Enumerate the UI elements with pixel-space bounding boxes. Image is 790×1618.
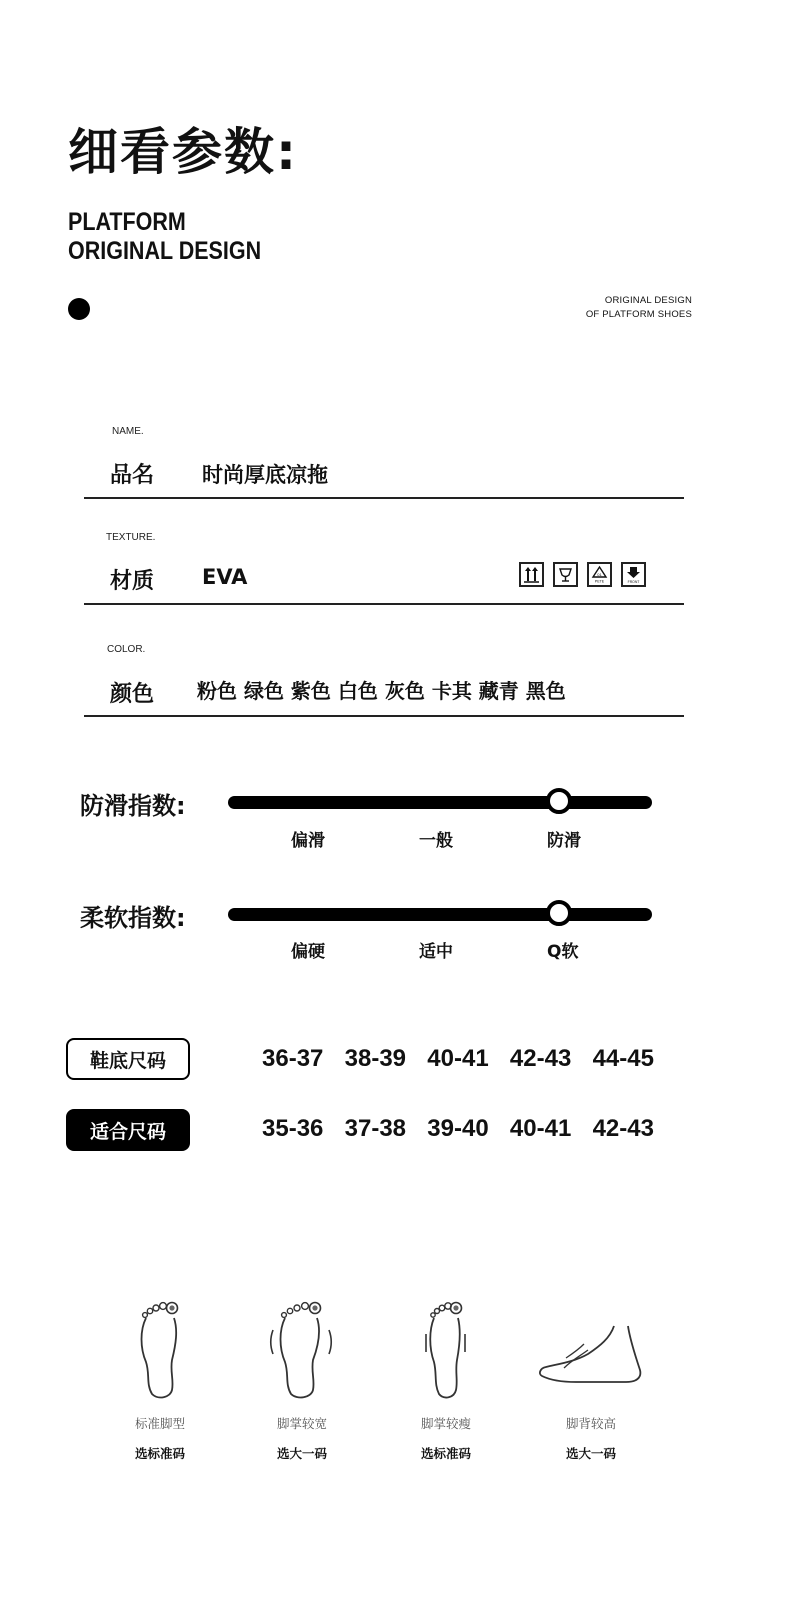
- divider: [84, 715, 684, 717]
- divider: [84, 603, 684, 605]
- fragile-icon: [553, 562, 578, 587]
- foot-guide-narrow: [376, 1296, 516, 1462]
- front-arrow-icon: [621, 562, 646, 587]
- foot-guide-high-instep: [521, 1296, 661, 1462]
- info-name-value: 时尚厚底凉拖: [202, 463, 328, 487]
- anti-slip-title: 防滑指数:: [80, 792, 186, 820]
- info-texture-label: 材质: [110, 569, 155, 594]
- info-name-label: 品名: [110, 463, 155, 488]
- tagline-line-2: OF PLATFORM SHOES: [585, 309, 692, 320]
- info-texture-tag: TEXTURE.: [106, 532, 156, 543]
- fit-size-badge: 适合尺码: [66, 1109, 190, 1151]
- fit-size-value: 39-40: [427, 1115, 489, 1142]
- foot-guide-standard: [90, 1296, 230, 1462]
- info-texture-value: EVA: [202, 565, 248, 589]
- tagline: [586, 294, 692, 322]
- decorative-dot: [68, 298, 90, 320]
- brand-line-2: ORIGINAL DESIGN: [68, 237, 262, 265]
- info-name-tag: NAME.: [112, 426, 144, 437]
- standard-foot-icon: [130, 1296, 190, 1400]
- brand-heading: [68, 208, 261, 266]
- info-color-value: 粉色 绿色 紫色 白色 灰色 卡其 藏青 黑色: [197, 679, 566, 703]
- shoe-size-value: 40-41: [427, 1045, 489, 1072]
- this-way-up-icon: [519, 562, 544, 587]
- pete-text: PETE: [594, 579, 605, 584]
- softness-bar: [228, 908, 652, 921]
- front-text: FRONT: [627, 579, 640, 584]
- softness-label-high: Q软: [547, 942, 579, 962]
- anti-slip-label-high: 防滑: [547, 831, 581, 851]
- foot-advice: 选标准码: [420, 1446, 471, 1461]
- fit-size-row: [262, 1115, 654, 1143]
- recycle-pete-icon: [587, 562, 612, 587]
- fit-size-value: 35-36: [262, 1115, 324, 1142]
- foot-desc: 脚掌较瘦: [420, 1416, 471, 1431]
- narrow-foot-icon: [416, 1296, 476, 1400]
- foot-advice: 选标准码: [134, 1446, 185, 1461]
- anti-slip-label-low: 偏滑: [291, 831, 325, 851]
- softness-title: 柔软指数:: [80, 904, 186, 932]
- info-texture-block: [84, 526, 684, 608]
- shoe-size-value: 38-39: [344, 1045, 407, 1072]
- fit-size-value: 37-38: [344, 1115, 407, 1142]
- info-color-tag: COLOR.: [107, 644, 146, 655]
- svg-text:01: 01: [597, 572, 602, 577]
- foot-desc: 脚背较高: [565, 1416, 616, 1431]
- info-color-label: 颜色: [110, 682, 155, 707]
- tagline-line-1: ORIGINAL DESIGN: [604, 295, 692, 306]
- softness-label-low: 偏硬: [291, 942, 325, 962]
- info-color-block: [84, 640, 684, 722]
- packaging-icons: [519, 562, 646, 587]
- shoe-size-row: [262, 1045, 654, 1073]
- anti-slip-bar: [228, 796, 652, 809]
- shoe-size-value: 44-45: [592, 1045, 654, 1072]
- anti-slip-label-mid: 一般: [419, 831, 453, 851]
- foot-desc: 标准脚型: [134, 1416, 185, 1431]
- brand-line-1: PLATFORM: [68, 208, 186, 236]
- anti-slip-level-knob: [546, 788, 572, 814]
- info-name-block: [84, 420, 684, 502]
- shoe-size-value: 36-37: [262, 1045, 324, 1072]
- wide-foot-icon: [267, 1296, 337, 1400]
- fit-size-value: 42-43: [592, 1115, 654, 1142]
- high-instep-foot-icon: [536, 1296, 646, 1400]
- foot-guide-wide: [232, 1296, 372, 1462]
- page-title: 细看参数:: [68, 123, 298, 181]
- foot-desc: 脚掌较宽: [276, 1416, 327, 1431]
- softness-level-knob: [546, 900, 572, 926]
- foot-advice: 选大一码: [565, 1446, 616, 1461]
- divider: [84, 497, 684, 499]
- softness-label-mid: 适中: [419, 942, 453, 962]
- fit-size-value: 40-41: [509, 1115, 572, 1142]
- shoe-size-value: 42-43: [509, 1045, 572, 1072]
- shoe-size-badge: 鞋底尺码: [66, 1038, 190, 1080]
- foot-advice: 选大一码: [276, 1446, 327, 1461]
